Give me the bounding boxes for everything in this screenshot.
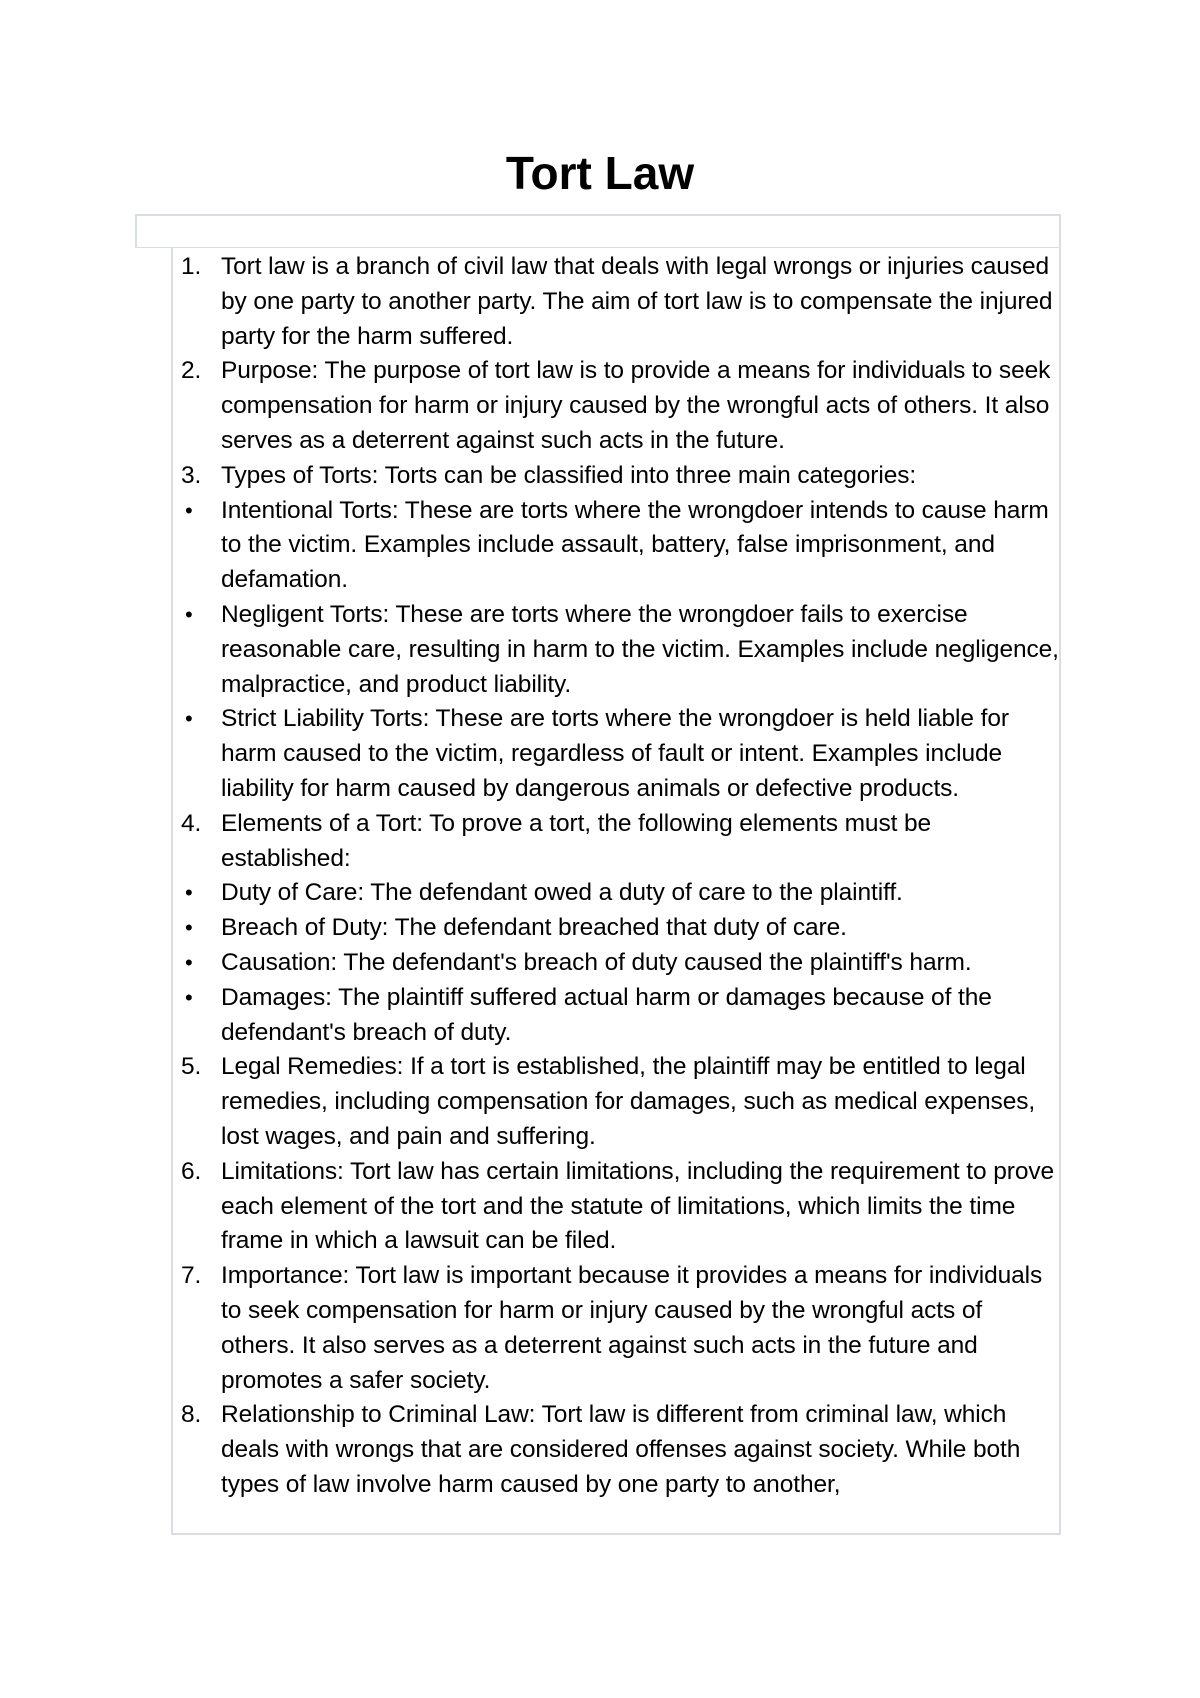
list-item-text: Elements of a Tort: To prove a tort, the following elements must be established: [221, 809, 932, 872]
numbered-list-item [173, 1259, 1059, 1398]
table-header-cell [135, 214, 1061, 248]
numbered-list-item [173, 250, 1059, 354]
bullet-marker: • [185, 880, 193, 906]
list-item-text: Relationship to Criminal Law: Tort law is different from criminal law, which deals with wrongs that are considered offenses against society. While both types of law involve harm caused by one party to another, [221, 1401, 1021, 1498]
list-item-text: Intentional Torts: These are torts where the wrongdoer intends to cause harm to the victim. Examples include assault, battery, false imprisonment, and defamation. [221, 496, 1049, 594]
list-item-text: Damages: The plaintiff suffered actual harm or damages because of the defendant's breach of duty. [221, 983, 992, 1046]
list-item-text: Importance: Tort law is important because it provides a means for individuals to seek compensation for harm or injury caused by the wrongful acts of others. It also serves as a deterrent against such acts in the future and promotes a safer society. [221, 1262, 1043, 1394]
list-item-text: Causation: The defendant's breach of duty caused the plaintiff's harm. [221, 948, 972, 976]
bullet-marker: • [185, 601, 193, 627]
list-number: 3. [181, 461, 202, 489]
list-item-text: Purpose: The purpose of tort law is to provide a means for individuals to seek compensation for harm or injury caused by the wrongful acts of others. It also serves as a deterrent against such acts in the future. [221, 357, 1051, 454]
numbered-list-item [173, 1398, 1059, 1502]
list-item-text: Strict Liability Torts: These are torts where the wrongdoer is held liable for harm caused to the victim, regardless of fault or intent. Examples include liability for harm caused by dangerous animals or defective products. [221, 705, 1009, 802]
list-item-text: Breach of Duty: The defendant breached that duty of care. [221, 914, 847, 942]
numbered-list-item [173, 1050, 1059, 1154]
bullet-list-item [173, 876, 1059, 911]
list-number: 1. [181, 253, 202, 280]
list-item-text: Negligent Torts: These are torts where the wrongdoer fails to exercise reasonable care, resulting in harm to the victim. Examples include negligence, malpractice, and product liability. [221, 600, 1059, 698]
list-item-text: Duty of Care: The defendant owed a duty of care to the plaintiff. [221, 879, 903, 907]
list-number: 4. [181, 809, 202, 837]
bullet-list-item [173, 911, 1059, 946]
content-list [173, 248, 1059, 1503]
bullet-list-item [173, 494, 1059, 598]
bullet-marker: • [185, 984, 193, 1010]
bullet-marker: • [185, 915, 193, 941]
list-item-text: Limitations: Tort law has certain limitations, including the requirement to prove each element of the tort and the statute of limitations, which limits the time frame in which a lawsuit can be filed. [221, 1157, 1055, 1255]
bullet-list-item [173, 981, 1059, 1051]
bullet-marker: • [185, 706, 193, 732]
list-item-text: Tort law is a branch of civil law that deals with legal wrongs or injuries caused by one party to another party. The aim of tort law is to compensate the injured party for the harm suffered. [221, 253, 1053, 350]
list-number: 6. [181, 1157, 202, 1185]
page-title: Tort Law [505, 147, 695, 199]
bullet-list-item [173, 946, 1059, 981]
numbered-list-item [173, 354, 1059, 458]
numbered-list-item [173, 459, 1059, 494]
list-number: 8. [181, 1401, 202, 1429]
numbered-list-item [173, 1155, 1059, 1259]
list-item-text: Types of Torts: Torts can be classified into three main categories: [221, 461, 917, 489]
bullet-list-item [173, 702, 1059, 806]
numbered-list-item [173, 807, 1059, 877]
content-table-cell [171, 248, 1061, 1535]
list-item-text: Legal Remedies: If a tort is established, the plaintiff may be entitled to legal remedies, including compensation for damages, such as medical expenses, lost wages, and pain and suffering. [221, 1053, 1036, 1150]
list-number: 2. [181, 357, 202, 385]
bullet-marker: • [185, 949, 193, 975]
list-number: 5. [181, 1053, 202, 1081]
bullet-list-item [173, 598, 1059, 702]
bullet-marker: • [185, 497, 193, 523]
list-number: 7. [181, 1262, 202, 1290]
